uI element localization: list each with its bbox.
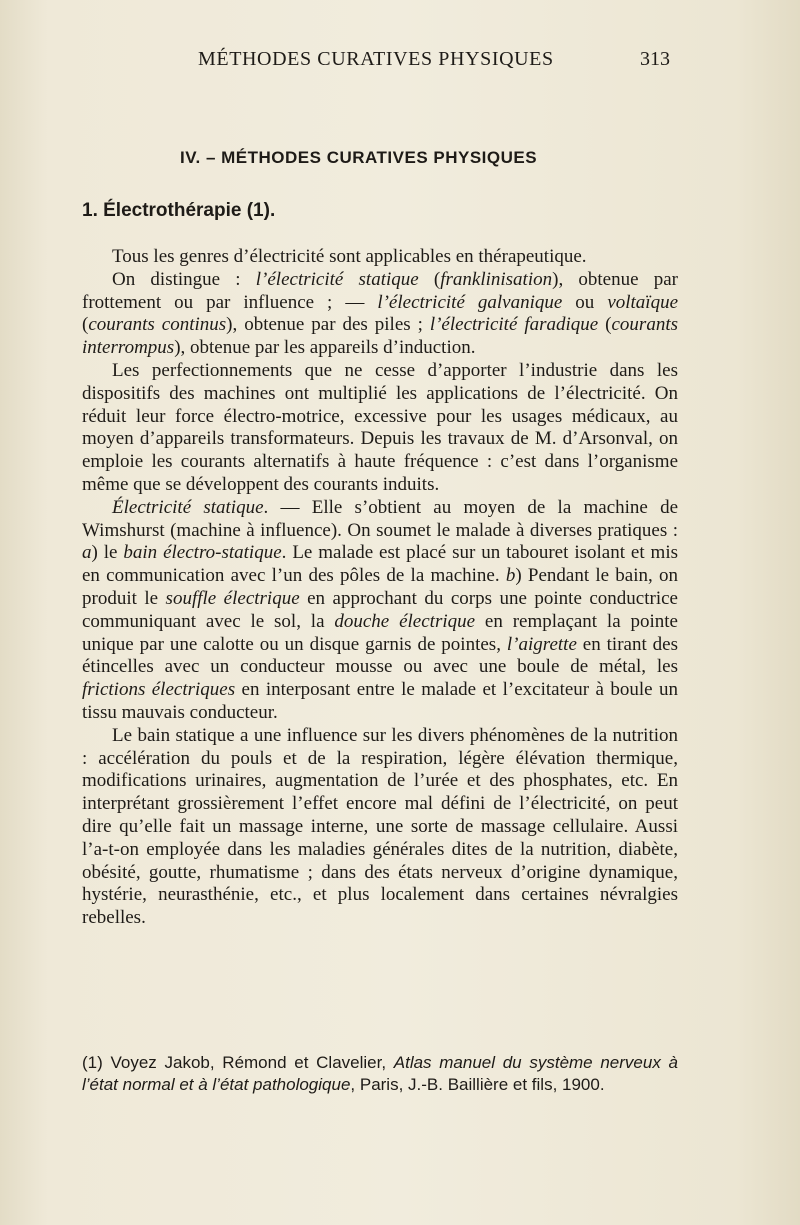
paragraph bbox=[82, 246, 678, 269]
italic-run: franklinisation bbox=[440, 268, 553, 290]
text-run: , Paris, J.-B. Baillière et fils, 1900. bbox=[350, 1075, 605, 1094]
text-run: ( bbox=[598, 314, 612, 336]
page-number: 313 bbox=[640, 48, 670, 70]
italic-run: bain électro-statique bbox=[123, 542, 282, 564]
running-header bbox=[0, 48, 800, 78]
paragraph bbox=[82, 269, 678, 360]
italic-run: l’électricité faradique bbox=[429, 314, 599, 336]
text-run: ( bbox=[82, 314, 89, 336]
text-run: Le bain statique a une influence sur les divers phénomènes de la nutrition : accélération du pouls et de la respiration, légère élévation thermique, modifications urinaires, augmentation de l’urée et des phosphates, etc. En interprétant grossièrement l’effet encore mal défini de l’électricité, on peut dire qu’elle fait un massage interne, une sorte de massage cellulaire. Aussi l’a-t-on employée dans les maladies générales dites de la nutrition, diabète, obésité, goutte, rhumatisme ; dans des états nerveux d’origine dynamique, hystérie, neurasthénie, etc., et plus localement dans certaines névralgies rebelles. bbox=[82, 724, 678, 929]
italic-run: Électricité statique bbox=[112, 496, 264, 518]
text-run: On distingue : bbox=[112, 268, 256, 290]
italic-run: l’électricité galvanique bbox=[377, 291, 563, 313]
text-run: ), obtenue par frottement ou par influence ; — bbox=[82, 268, 679, 313]
text-run: Les perfectionnements que ne cesse d’apporter l’industrie dans les dispositifs des machines ont multiplié les applications de l’électricité. On réduit leur force électro-motrice, excessive pour les usages médicaux, au moyen d’appareils transformateurs. Depuis les travaux de M. d’Arsonval, on emploie les courants alternatifs à haute fréquence : c’est dans l’organisme même que se développent des courants induits. bbox=[82, 359, 678, 495]
text-run: en approchant du corps une pointe conductrice communiquant avec le sol, la bbox=[82, 587, 678, 632]
text-run: ( bbox=[418, 268, 441, 290]
text-run: en tirant des étincelles avec un conducteur mousse ou avec une boule de métal, les bbox=[82, 633, 678, 678]
italic-run: frictions électriques bbox=[82, 679, 236, 701]
text-run: Tous les genres d’électricité sont applicables en thérapeutique. bbox=[112, 246, 587, 267]
paragraph bbox=[82, 725, 678, 930]
italic-run: douche électrique bbox=[334, 610, 476, 632]
italic-run: souffle électrique bbox=[165, 587, 300, 609]
text-run: en remplaçant la pointe unique par une calotte ou un disque garnis de pointes, bbox=[82, 610, 678, 655]
text-run: ou bbox=[562, 291, 608, 313]
italic-run: Atlas manuel du système nerveux à l’état normal et à l’état pathologique bbox=[82, 1053, 678, 1094]
italic-run: voltaïque bbox=[607, 291, 679, 313]
paragraph bbox=[82, 497, 678, 725]
running-title: MÉTHODES CURATIVES PHYSIQUES bbox=[198, 48, 554, 70]
paragraph bbox=[82, 360, 678, 497]
italic-run: b bbox=[505, 565, 516, 587]
body-text bbox=[82, 246, 678, 930]
footnote bbox=[82, 1052, 678, 1096]
text-run: ) Pendant le bain, on produit le bbox=[82, 565, 678, 609]
italic-run: l’électricité statique bbox=[255, 268, 419, 290]
subsection-heading: 1. Électrothérapie (1). bbox=[82, 200, 276, 221]
text-run: ), obtenue par les appareils d’induction. bbox=[174, 337, 476, 359]
italic-run: a bbox=[82, 542, 92, 564]
text-run: en interposant entre le malade et l’excitateur à boule un tissu mauvais conducteur. bbox=[82, 679, 678, 723]
text-run: (1) Voyez Jakob, Rémond et Clavelier, bbox=[82, 1053, 394, 1072]
text-run: . — Elle s’obtient au moyen de la machine de Wimshurst (machine à influence). On soumet le malade à diverses pratiques : bbox=[82, 496, 679, 541]
italic-run: l’aigrette bbox=[506, 633, 577, 655]
italic-run: courants continus bbox=[88, 314, 227, 336]
text-run: . Le malade est placé sur un tabouret isolant et mis en communication avec l’un des pôles de la machine. bbox=[82, 542, 678, 587]
section-heading: IV. – MÉTHODES CURATIVES PHYSIQUES bbox=[180, 148, 538, 167]
text-run: ) le bbox=[91, 542, 124, 564]
footnote-text bbox=[82, 1052, 678, 1096]
text-run: ), obtenue par des piles ; bbox=[226, 314, 430, 336]
italic-run: courants interrompus bbox=[82, 314, 678, 359]
